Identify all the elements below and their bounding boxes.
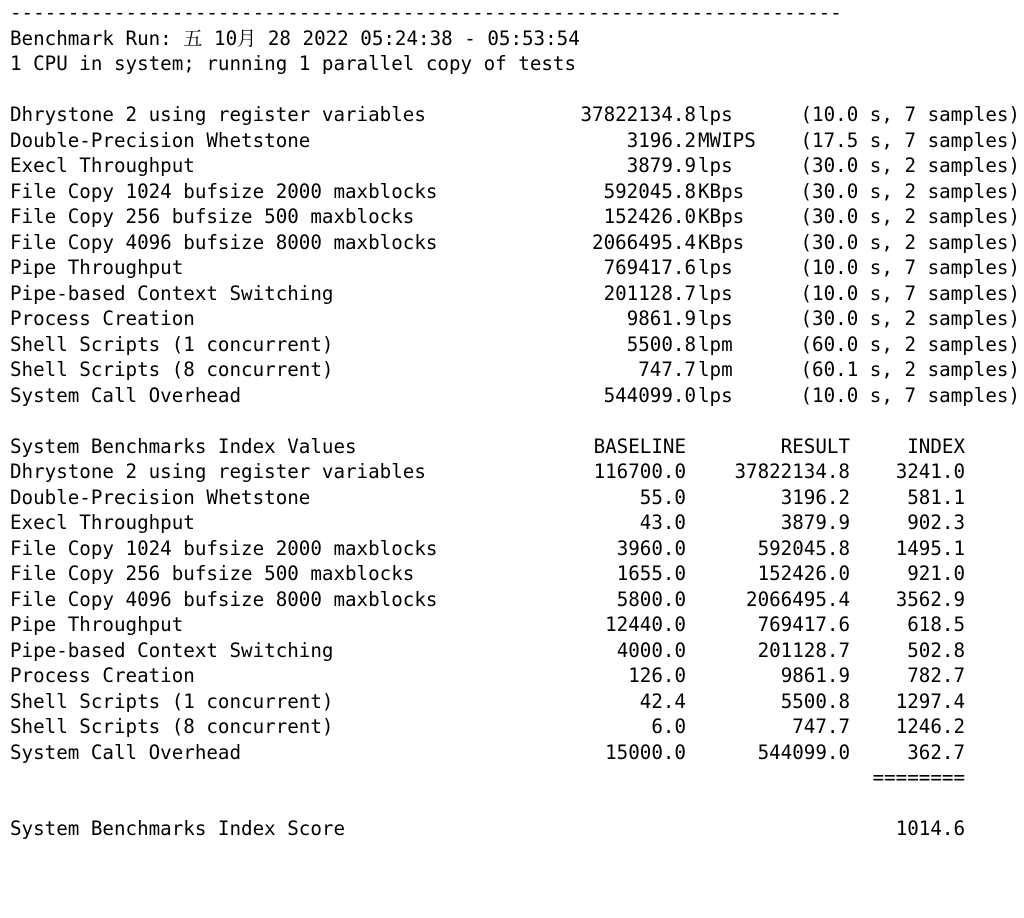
result-timing: (10.0 s, 7 samples) — [800, 383, 1020, 407]
index-row-result: 769417.6 — [757, 613, 850, 636]
results-list — [10, 102, 1020, 408]
index-row-name: File Copy 4096 bufsize 8000 maxblocks — [10, 587, 438, 611]
result-column-header: RESULT — [780, 434, 850, 458]
index-row-index: 1297.4 — [895, 689, 965, 713]
index-row-name: File Copy 256 bufsize 500 maxblocks — [10, 562, 415, 585]
result-timing: (30.0 s, 2 samples) — [800, 230, 1020, 254]
index-table-header — [10, 434, 1020, 460]
index-row-result: 544099.0 — [757, 740, 850, 764]
index-row-index: 782.7 — [907, 664, 965, 687]
index-row-result: 152426.0 — [757, 562, 850, 585]
result-row — [10, 153, 1020, 179]
index-row-baseline: 126.0 — [628, 664, 686, 687]
result-timing: (60.1 s, 2 samples) — [800, 358, 1020, 381]
index-row-baseline: 55.0 — [639, 485, 686, 509]
result-name: System Call Overhead — [10, 383, 242, 407]
result-timing: (10.0 s, 7 samples) — [800, 256, 1020, 279]
index-row-baseline: 4000.0 — [616, 638, 686, 662]
terminal-output[interactable] — [10, 0, 1020, 866]
result-unit: MWIPS — [698, 128, 756, 152]
result-unit: KBps — [698, 230, 745, 254]
index-row-index: 581.1 — [907, 485, 965, 509]
total-rule-row — [10, 765, 1020, 791]
result-unit: lps — [698, 154, 733, 177]
result-name: Double-Precision Whetstone — [10, 128, 311, 152]
index-table-rows — [10, 459, 1020, 765]
index-row-name: Pipe-based Context Switching — [10, 638, 334, 662]
result-unit: KBps — [698, 179, 745, 203]
result-value: 544099.0 — [603, 383, 696, 407]
result-row — [10, 306, 1020, 332]
result-row — [10, 332, 1020, 358]
index-row — [10, 714, 1020, 740]
result-row — [10, 204, 1020, 230]
result-name: Execl Throughput — [10, 154, 195, 177]
result-name: Shell Scripts (1 concurrent) — [10, 332, 334, 356]
index-row-index: 902.3 — [907, 511, 965, 534]
result-name: Process Creation — [10, 307, 195, 330]
result-timing: (10.0 s, 7 samples) — [800, 103, 1020, 126]
index-row-name: Double-Precision Whetstone — [10, 485, 311, 509]
result-name: Pipe Throughput — [10, 256, 184, 279]
index-row-result: 3196.2 — [780, 485, 850, 509]
result-value: 5500.8 — [626, 332, 696, 356]
result-value: 37822134.8 — [580, 103, 696, 126]
result-timing: (17.5 s, 7 samples) — [800, 128, 1020, 152]
result-value: 592045.8 — [603, 179, 696, 203]
result-timing: (30.0 s, 2 samples) — [800, 307, 1020, 330]
index-row-result: 5500.8 — [780, 689, 850, 713]
result-value: 2066495.4 — [592, 230, 696, 254]
index-row-index: 502.8 — [907, 638, 965, 662]
index-column-header: INDEX — [907, 434, 965, 458]
result-timing: (10.0 s, 7 samples) — [800, 281, 1020, 305]
index-row-baseline: 12440.0 — [605, 613, 686, 636]
index-row — [10, 638, 1020, 664]
index-row — [10, 689, 1020, 715]
index-row-name: File Copy 1024 bufsize 2000 maxblocks — [10, 536, 438, 560]
index-row-baseline: 43.0 — [639, 511, 686, 534]
benchmark-run-line: Benchmark Run: 五 10月 28 2022 05:24:38 - 05:53:54 — [10, 26, 580, 50]
result-name: Shell Scripts (8 concurrent) — [10, 358, 334, 381]
index-row — [10, 663, 1020, 689]
index-row — [10, 510, 1020, 536]
result-row — [10, 179, 1020, 205]
result-row — [10, 281, 1020, 307]
index-row — [10, 612, 1020, 638]
result-value: 747.7 — [638, 358, 696, 381]
index-table-title: System Benchmarks Index Values — [10, 434, 357, 458]
index-row-result: 747.7 — [792, 715, 850, 738]
index-row — [10, 459, 1020, 485]
cpu-info-line: 1 CPU in system; running 1 parallel copy of tests — [10, 52, 577, 75]
index-row-name: System Call Overhead — [10, 740, 242, 764]
result-timing: (30.0 s, 2 samples) — [800, 179, 1020, 203]
result-value: 152426.0 — [603, 205, 696, 228]
result-name: Pipe-based Context Switching — [10, 281, 334, 305]
result-value: 3879.9 — [626, 154, 696, 177]
result-value: 9861.9 — [626, 307, 696, 330]
result-unit: KBps — [698, 205, 745, 228]
index-row-baseline: 15000.0 — [605, 740, 686, 764]
index-row-result: 201128.7 — [757, 638, 850, 662]
result-row — [10, 357, 1020, 383]
index-row-name: Shell Scripts (8 concurrent) — [10, 715, 334, 738]
blank-line — [10, 791, 1020, 817]
result-unit: lps — [698, 281, 733, 305]
index-row-result: 9861.9 — [780, 664, 850, 687]
result-unit: lpm — [698, 358, 733, 381]
index-row-baseline: 1655.0 — [616, 562, 686, 585]
result-unit: lps — [698, 307, 733, 330]
blank-line — [10, 77, 1020, 103]
index-row — [10, 485, 1020, 511]
result-name: File Copy 4096 bufsize 8000 maxblocks — [10, 230, 438, 254]
index-row-result: 2066495.4 — [746, 587, 850, 611]
result-row — [10, 255, 1020, 281]
result-unit: lps — [698, 256, 733, 279]
result-row — [10, 383, 1020, 409]
total-rule: ======== — [872, 766, 965, 789]
index-row-index: 1495.1 — [895, 536, 965, 560]
index-row-baseline: 6.0 — [651, 715, 686, 738]
index-row-index: 3241.0 — [895, 460, 965, 483]
result-row — [10, 102, 1020, 128]
index-row-baseline: 5800.0 — [616, 587, 686, 611]
index-row-name: Dhrystone 2 using register variables — [10, 460, 426, 483]
result-value: 769417.6 — [603, 256, 696, 279]
result-unit: lps — [698, 383, 733, 407]
result-name: File Copy 1024 bufsize 2000 maxblocks — [10, 179, 438, 203]
result-timing: (30.0 s, 2 samples) — [800, 205, 1020, 228]
result-row — [10, 230, 1020, 256]
separator-line: ------------------------------------------------------------------------ — [10, 1, 842, 24]
result-unit: lpm — [698, 332, 733, 356]
index-row — [10, 536, 1020, 562]
result-value: 3196.2 — [626, 128, 696, 152]
index-row — [10, 561, 1020, 587]
index-score-label: System Benchmarks Index Score — [10, 817, 346, 840]
index-score-row — [10, 816, 1020, 842]
index-row-name: Shell Scripts (1 concurrent) — [10, 689, 334, 713]
index-row-result: 37822134.8 — [734, 460, 850, 483]
blank-line — [10, 408, 1020, 434]
index-row-baseline: 116700.0 — [593, 460, 686, 483]
index-row-name: Process Creation — [10, 664, 195, 687]
index-row-name: Pipe Throughput — [10, 613, 184, 636]
result-value: 201128.7 — [603, 281, 696, 305]
index-row — [10, 587, 1020, 613]
result-row — [10, 128, 1020, 154]
index-row-index: 3562.9 — [895, 587, 965, 611]
result-name: Dhrystone 2 using register variables — [10, 103, 426, 126]
result-name: File Copy 256 bufsize 500 maxblocks — [10, 205, 415, 228]
index-row-index: 362.7 — [907, 740, 965, 764]
index-row-result: 3879.9 — [780, 511, 850, 534]
index-row-result: 592045.8 — [757, 536, 850, 560]
index-row — [10, 740, 1020, 766]
index-row-index: 618.5 — [907, 613, 965, 636]
result-unit: lps — [698, 103, 733, 126]
result-timing: (60.0 s, 2 samples) — [800, 332, 1020, 356]
index-row-index: 1246.2 — [895, 715, 965, 738]
result-timing: (30.0 s, 2 samples) — [800, 154, 1020, 177]
index-score-value: 1014.6 — [895, 817, 965, 840]
index-row-baseline: 3960.0 — [616, 536, 686, 560]
index-row-name: Execl Throughput — [10, 511, 195, 534]
index-row-index: 921.0 — [907, 562, 965, 585]
baseline-column-header: BASELINE — [593, 434, 686, 458]
index-row-baseline: 42.4 — [639, 689, 686, 713]
